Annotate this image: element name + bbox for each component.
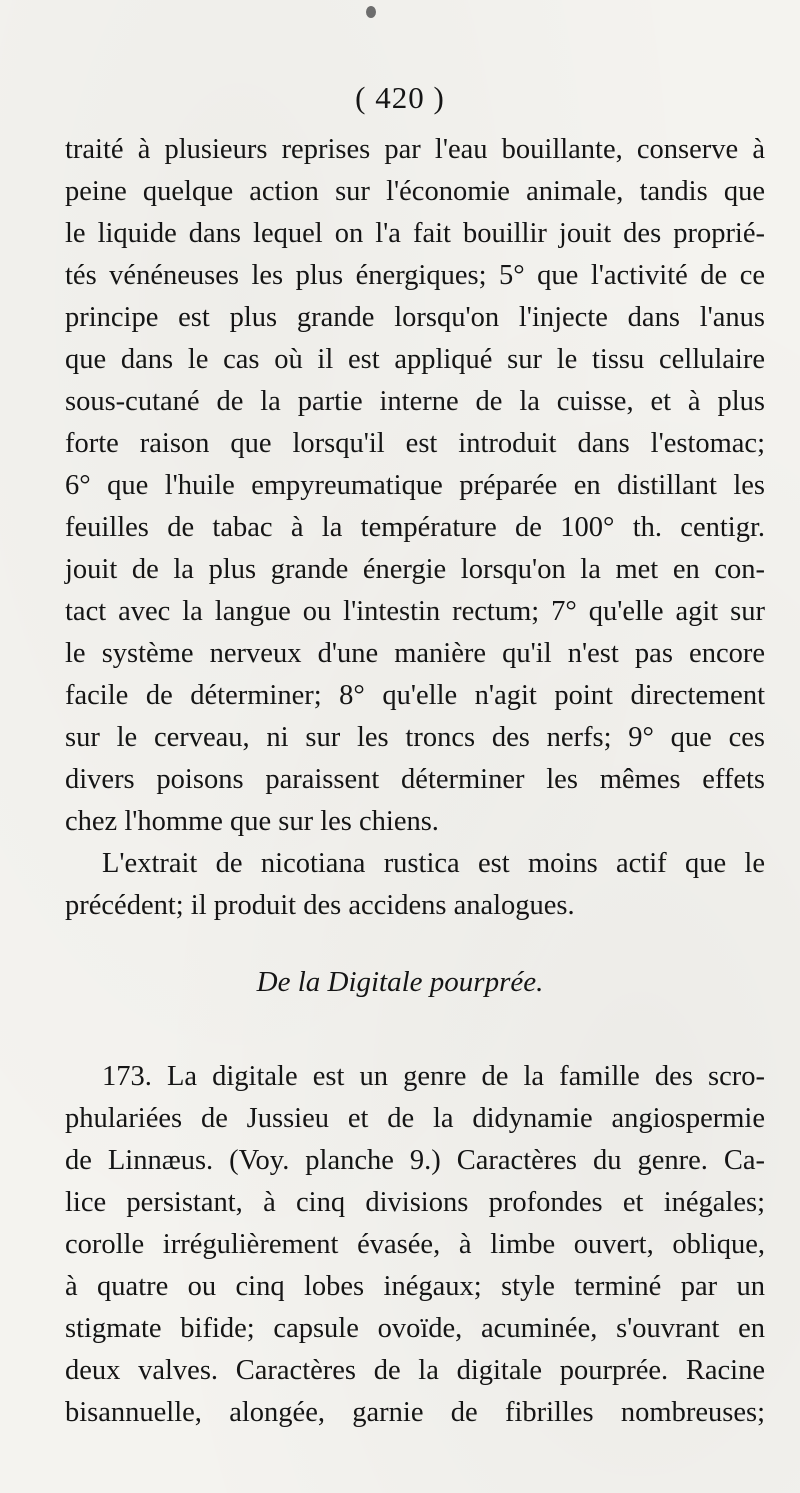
text-line: corolle irrégulièrement évasée, à limbe ouvert, oblique,: [65, 1229, 765, 1260]
text-line: peine quelque action sur l'économie animale, tandis que: [65, 176, 765, 207]
text-line: feuilles de tabac à la température de 100° th. centigr.: [65, 512, 765, 543]
ink-blot: [366, 6, 376, 18]
text-line: sous-cutané de la partie interne de la cuisse, et à plus: [65, 386, 765, 417]
text-line: à quatre ou cinq lobes inégaux; style terminé par un: [65, 1271, 765, 1302]
paragraph-1: [65, 129, 765, 843]
page-number: ( 420 ): [355, 80, 445, 115]
text-line: précédent; il produit des accidens analogues.: [65, 890, 575, 921]
text-line: traité à plusieurs reprises par l'eau bouillante, conserve à: [65, 134, 765, 165]
text-line: jouit de la plus grande énergie lorsqu'on la met en con-: [65, 554, 765, 585]
text-line: deux valves. Caractères de la digitale pourprée. Racine: [65, 1355, 765, 1386]
text-line: 6° que l'huile empyreumatique préparée en distillant les: [65, 470, 765, 501]
section-heading: De la Digitale pourprée.: [256, 966, 544, 998]
text-line: chez l'homme que sur les chiens.: [65, 806, 439, 837]
text-line: tés vénéneuses les plus énergiques; 5° que l'activité de ce: [65, 260, 765, 291]
text-line: que dans le cas où il est appliqué sur le tissu cellulaire: [65, 344, 765, 375]
text-line: le système nerveux d'une manière qu'il n'est pas encore: [65, 638, 765, 669]
text-line: stigmate bifide; capsule ovoïde, acuminée, s'ouvrant en: [65, 1313, 765, 1344]
text-line: tact avec la langue ou l'intestin rectum; 7° qu'elle agit sur: [65, 596, 765, 627]
text-line: principe est plus grande lorsqu'on l'injecte dans l'anus: [65, 302, 765, 333]
text-line: sur le cerveau, ni sur les troncs des nerfs; 9° que ces: [65, 722, 765, 753]
paragraph-2: [65, 843, 765, 927]
text-line: bisannuelle, alongée, garnie de fibrilles nombreuses;: [65, 1397, 765, 1428]
text-line: le liquide dans lequel on l'a fait bouillir jouit des proprié-: [65, 218, 765, 249]
text-line: phulariées de Jussieu et de la didynamie angiospermie: [65, 1103, 765, 1134]
paragraph-3: [65, 1056, 765, 1434]
text-line: 173. La digitale est un genre de la famille des scro-: [102, 1061, 765, 1092]
text-line: L'extrait de nicotiana rustica est moins actif que le: [102, 848, 765, 879]
text-line: forte raison que lorsqu'il est introduit dans l'estomac;: [65, 428, 765, 459]
text-line: facile de déterminer; 8° qu'elle n'agit point directement: [65, 680, 765, 711]
text-line: lice persistant, à cinq divisions profondes et inégales;: [65, 1187, 765, 1218]
text-line: de Linnæus. (Voy. planche 9.) Caractères du genre. Ca-: [65, 1145, 765, 1176]
text-line: divers poisons paraissent déterminer les mêmes effets: [65, 764, 765, 795]
